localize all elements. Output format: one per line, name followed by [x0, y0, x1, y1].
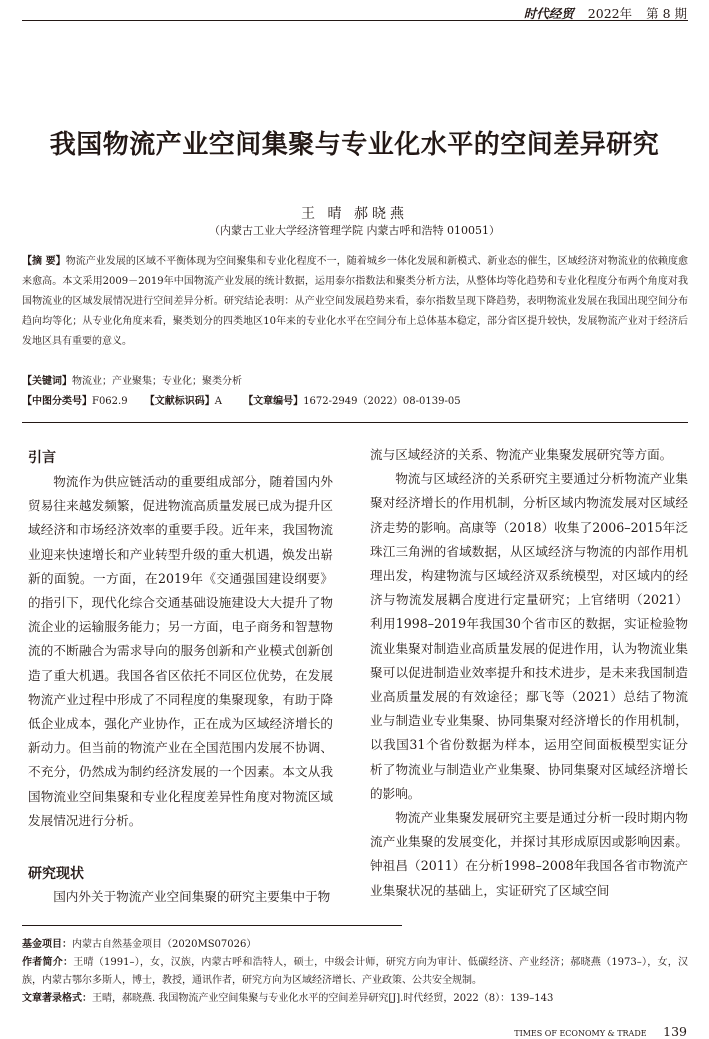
economy-relation-paragraph: 物流与区域经济的关系研究主要通过分析物流产业集聚对经济增长的作用机制，分析区域内物流发展对区域经济走势的影响。高康等（2018）收集了2006–2015年泛珠江三角洲的省域数据，从区域经济与物流的内部作用机理出发，构建物流与区域经济双系统模型，对区域内的经济与物流发展耦合度进行定量研究；上官绪明（2021）利用1998–2019年我国30个省市区的数据，实证检验物流业集聚对制造业高质量发展的促进作用，认为物流业集聚可以促进制造业效率提升和技术进步，是未来我国制造业高质量发展的有效途径；鄢飞等（2021）总结了物流业与制造业专业集聚、协同集聚对经济增长的作用机制，以我国31个省份数据为样本，运用空间面板模型实证分析了物流业与制造业产业集聚、协同集聚对区域经济增长的影响。 [370, 471, 688, 801]
fund-note [22, 936, 688, 954]
fund-label: 基金项目： [22, 939, 72, 950]
cluster-research-paragraph: 物流产业集聚发展研究主要是通过分析一段时期内物流产业集聚的发展变化，并探讨其形成原因或影响因素。钟祖昌（2011）在分析1998–2008年我国各省市物流产业集聚状况的基础上，实证研究了区域空间 [370, 810, 688, 898]
page-number: 139 [663, 1024, 687, 1039]
author-text: 王晴（1991–），女，汉族，内蒙古呼和浩特人，硕士，中级会计师，研究方向为审计、低碳经济、产业经济；郝晓燕（1973–），女，汉族，内蒙古鄂尔多斯人，博士，教授，通讯作者，研究方向为区域经济增长、产业政策、公共安全规制。 [22, 957, 689, 986]
study-heading: 研究现状 [28, 866, 84, 882]
keywords-label: 【关键词】 [22, 376, 72, 387]
page-footer [514, 1024, 687, 1039]
article-number-label: 【文章编号】 [243, 396, 304, 407]
journal-year: 2022年 [587, 6, 633, 21]
citation-label: 文章著录格式： [22, 993, 92, 1004]
author-note [22, 954, 688, 990]
study-paragraph: 国内外关于物流产业空间集聚的研究主要集中于物 [53, 889, 331, 904]
author-affiliation: （内蒙古工业大学经济管理学院 内蒙古呼和浩特 010051） [209, 224, 500, 237]
article-number-value: 1672-2949（2022）08-0139-05 [303, 396, 461, 407]
doc-code-value: A [214, 396, 222, 407]
abstract [22, 252, 688, 352]
doc-code-label: 【文献标识码】 [144, 396, 215, 407]
journal-issue: 第 8 期 [646, 6, 687, 21]
paper-title: 我国物流产业空间集聚与专业化水平的空间差异研究 [49, 130, 660, 160]
header-rule [22, 20, 688, 21]
left-column-tail [28, 885, 333, 909]
fund-text: 内蒙古自然基金项目（2020MS07026） [72, 939, 257, 950]
keywords [22, 374, 688, 390]
study-heading-wrap [28, 862, 84, 886]
abstract-label: 【摘 要】 [22, 256, 66, 267]
continued-paragraph: 流与区域经济的关系、物流产业集聚发展研究等方面。 [370, 447, 673, 462]
clc-label: 【中图分类号】 [22, 396, 92, 407]
intro-paragraph: 物流作为供应链活动的重要组成部分，随着国内外贸易往来越发频繁，促进物流高质量发展已成为提升区域经济和市场经济效率的重要手段。近年来，我国物流业迎来快速增长和产业转型升级的重大机遇，焕发出崭新的面貌。一方面，在2019年《交通强国建设纲要》的指引下，现代化综合交通基础设施建设大大提升了物流企业的运输服务能力；另一方面，电子商务和智慧物流的不断融合为需求导向的服务创新和产业模式创新创造了重大机遇。我国各省区依托不同区位优势，在发展物流产业过程中形成了不同程度的集聚现象，有助于降低企业成本，强化产业协作，正在成为区域经济增长的新动力。但当前的物流产业在全国范围内发展不协调、不充分，仍然成为制约经济发展的一个因素。本文从我国物流业空间集聚和专业化程度差异性角度对物流区域发展情况进行分析。 [28, 474, 333, 828]
author-label: 作者简介： [22, 957, 74, 968]
footnotes [22, 936, 688, 1008]
author-names: 王 晴 郝晓燕 [301, 206, 408, 222]
journal-name: 时代经贸 [523, 6, 574, 21]
citation-text: 王晴，郝晓燕. 我国物流产业空间集聚与专业化水平的空间差异研究[J].时代经贸，2022（8）：139–143 [92, 993, 554, 1004]
journal-english-name: TIMES OF ECONOMY & TRADE [514, 1029, 647, 1038]
left-column [28, 446, 333, 833]
clc-value: F062.9 [92, 396, 128, 407]
keywords-text: 物流业；产业聚集；专业化；聚类分析 [72, 376, 242, 387]
abstract-rule [22, 422, 688, 423]
footnote-rule [22, 925, 402, 926]
citation-note [22, 990, 688, 1008]
right-column [370, 443, 688, 903]
classification-line [22, 394, 688, 410]
abstract-text: 物流产业发展的区域不平衡体现为空间聚集和专业化程度不一，随着城乡一体化发展和新模式、新业态的催生，区域经济对物流业的依赖度愈来愈高。本文采用2009－2019年中国物流产业发展的统计数据，运用泰尔指数法和聚类分析方法，从整体均等化趋势和专业化程度分布两个角度对我国物流业的区域发展情况进行空间差异分析。研究结论表明：从产业空间发展趋势来看，泰尔指数呈现下降趋势，表明物流业发展在我国出现空间分布趋向均等化；从专业化角度来看，聚类划分的四类地区10年来的专业化水平在空间分布上总体基本稳定，部分省区提升较快，发展物流产业对于经济后发地区具有重要的意义。 [22, 256, 689, 347]
intro-heading: 引言 [28, 450, 56, 466]
